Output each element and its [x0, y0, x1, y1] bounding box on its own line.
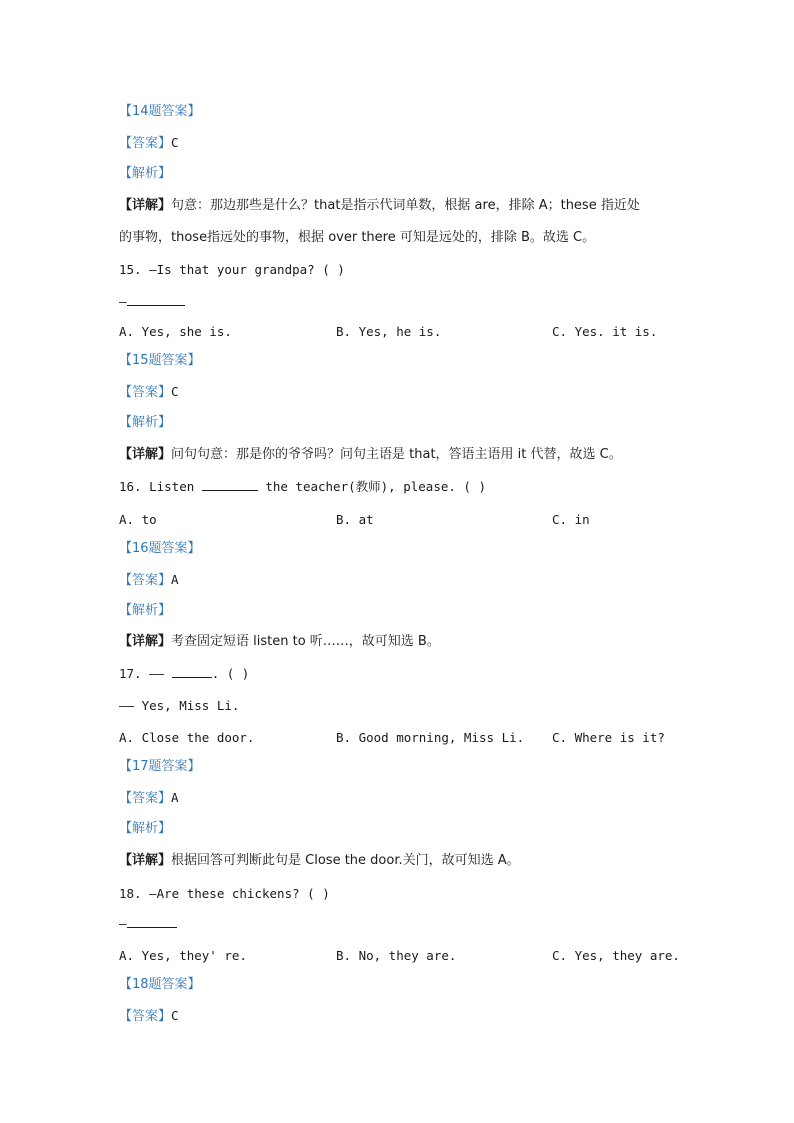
- stem-part-2: . ( ): [211, 666, 250, 681]
- q15-option-b: B. Yes, he is.: [336, 324, 442, 339]
- q16-option-a: A. to: [119, 512, 157, 527]
- detail-label: 【详解】: [119, 447, 172, 462]
- answer-value: C: [171, 384, 179, 399]
- q15-option-c: C. Yes. it is.: [552, 324, 658, 339]
- answer-label: 【答案】: [119, 136, 172, 151]
- q16-option-b: B. at: [336, 512, 374, 527]
- answer-label: 【答案】: [119, 573, 172, 588]
- q16-options: [119, 510, 679, 530]
- q14-answer-header: 【14题答案】: [119, 104, 201, 119]
- detail-label: 【详解】: [119, 853, 172, 868]
- q16-detail: [119, 632, 440, 652]
- q15-detail: [119, 445, 622, 465]
- detail-text: 问句句意：那是你的爷爷吗？问句主语是 that，答语主语用 it 代替，故选 C。: [171, 447, 622, 462]
- detail-text: 考查固定短语 listen to 听……，故可知选 B。: [171, 634, 440, 649]
- q14-detail-line-2: 的事物，those指远处的事物，根据 over there 可知是远处的，排除 B。故选 C。: [119, 230, 596, 245]
- q17-stem: [119, 664, 249, 684]
- response-dash: —: [119, 294, 127, 309]
- q17-answer-row: [119, 788, 179, 809]
- q17-option-c: C. Where is it?: [552, 730, 665, 745]
- q18-option-a: A. Yes, they' re.: [119, 948, 247, 963]
- q18-response-line: [119, 914, 177, 934]
- q17-option-b: B. Good morning, Miss Li.: [336, 730, 525, 745]
- q17-options: [119, 728, 679, 748]
- answer-blank: [127, 915, 177, 928]
- detail-text: 根据回答可判断此句是 Close the door.关门，故可知选 A。: [171, 853, 520, 868]
- response-dash: —: [119, 916, 127, 931]
- q18-answer-row: [119, 1006, 179, 1027]
- q15-options: [119, 322, 679, 342]
- answer-value: C: [171, 1008, 179, 1023]
- answer-label: 【答案】: [119, 385, 172, 400]
- answer-label: 【答案】: [119, 791, 172, 806]
- stem-part-2: the teacher(教师), please. ( ): [265, 479, 486, 494]
- q16-option-c: C. in: [552, 512, 590, 527]
- q15-analysis-label: 【解析】: [119, 415, 172, 430]
- q14-analysis-label: 【解析】: [119, 166, 172, 181]
- q15-response-line: [119, 292, 185, 312]
- answer-label: 【答案】: [119, 1009, 172, 1024]
- stem-part-1: 16. Listen: [119, 479, 195, 494]
- detail-label: 【详解】: [119, 198, 172, 213]
- answer-blank: [172, 665, 212, 678]
- q15-answer-header: 【15题答案】: [119, 353, 201, 368]
- q17-detail: [119, 851, 520, 871]
- q16-answer-header: 【16题答案】: [119, 541, 201, 556]
- detail-label: 【详解】: [119, 634, 172, 649]
- q18-options: [119, 946, 679, 966]
- q15-answer-row: [119, 382, 179, 403]
- q15-option-a: A. Yes, she is.: [119, 324, 232, 339]
- answer-value: A: [171, 790, 179, 805]
- q16-analysis-label: 【解析】: [119, 603, 172, 618]
- q17-response: —— Yes, Miss Li.: [119, 698, 240, 713]
- q18-stem: 18. —Are these chickens? ( ): [119, 886, 330, 901]
- answer-value: C: [171, 135, 179, 150]
- q15-stem: 15. —Is that your grandpa? ( ): [119, 262, 345, 277]
- answer-value: A: [171, 572, 179, 587]
- stem-part-1: 17. ——: [119, 666, 165, 681]
- q18-answer-header: 【18题答案】: [119, 977, 201, 992]
- q14-detail-line-1: [119, 196, 640, 216]
- q16-answer-row: [119, 570, 179, 591]
- q17-answer-header: 【17题答案】: [119, 759, 201, 774]
- q14-answer-row: [119, 133, 179, 154]
- answer-blank: [202, 478, 258, 491]
- q18-option-b: B. No, they are.: [336, 948, 457, 963]
- q17-option-a: A. Close the door.: [119, 730, 255, 745]
- answer-blank: [127, 293, 185, 306]
- q17-analysis-label: 【解析】: [119, 821, 172, 836]
- q18-option-c: C. Yes, they are.: [552, 948, 680, 963]
- detail-text: 句意：那边那些是什么？that是指示代词单数，根据 are，排除 A；these 指近处: [171, 198, 640, 213]
- q16-stem: [119, 477, 486, 497]
